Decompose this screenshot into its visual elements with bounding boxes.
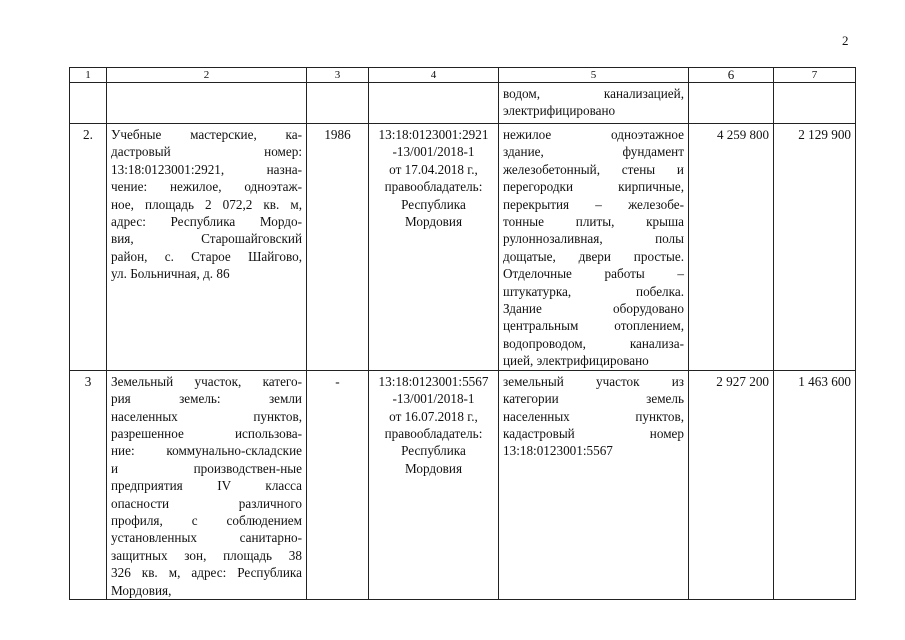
object-name-cell bbox=[107, 370, 307, 599]
table-cell bbox=[689, 83, 774, 124]
table-cell bbox=[107, 83, 307, 124]
description-line: земельный участок из bbox=[503, 373, 684, 389]
residual-value-cell: 1 463 600 bbox=[774, 370, 856, 599]
name-line: ние: коммунально-складские bbox=[111, 443, 302, 459]
description-line: центральным отоплением, bbox=[503, 318, 684, 334]
registry-cell bbox=[369, 370, 499, 599]
registry-line: 13:18:0123001:5567 bbox=[378, 373, 489, 389]
registry-line: правообладатель: bbox=[384, 179, 483, 195]
table-cell bbox=[307, 83, 369, 124]
continuation-row bbox=[70, 83, 856, 124]
description-line: населенных пунктов, bbox=[503, 408, 684, 424]
registry-line: Республика bbox=[401, 443, 466, 459]
object-name-cell bbox=[107, 124, 307, 371]
registry-line: Мордовия bbox=[404, 460, 463, 476]
year-cell: - bbox=[307, 370, 369, 599]
description-line: дощатые, двери простые. bbox=[503, 248, 684, 264]
property-table bbox=[69, 67, 856, 600]
table-row bbox=[70, 370, 856, 599]
name-line: вия, Старошайговский bbox=[111, 231, 302, 247]
name-line: 326 кв. м, адрес: Республика bbox=[111, 565, 302, 581]
name-line: и производствен-ные bbox=[111, 460, 302, 476]
description-line: электрифицировано bbox=[503, 103, 616, 119]
description-line: цией, электрифицировано bbox=[503, 353, 649, 369]
name-line: опасности различного bbox=[111, 495, 302, 511]
name-line: профиля, с соблюдением bbox=[111, 512, 302, 528]
name-line: разрешенное использова- bbox=[111, 425, 302, 441]
header-cell: 4 bbox=[369, 68, 499, 83]
name-line: Учебные мастерские, ка- bbox=[111, 127, 302, 142]
name-line: адрес: Республика Мордо- bbox=[111, 214, 302, 230]
table-cell bbox=[774, 83, 856, 124]
registry-line: от 16.07.2018 г., bbox=[389, 408, 478, 424]
table-row bbox=[70, 124, 856, 371]
registry-line: Мордовия bbox=[404, 214, 463, 230]
name-line: дастровый номер: bbox=[111, 144, 302, 160]
page-number: 2 bbox=[842, 33, 849, 48]
name-line: защитных зон, площадь 38 bbox=[111, 547, 302, 563]
description-line: категории земель bbox=[503, 391, 684, 407]
registry-line: -13/001/2018-1 bbox=[392, 144, 475, 160]
name-line: предприятия IV класса bbox=[111, 478, 302, 494]
description-line: 13:18:0123001:5567 bbox=[503, 443, 613, 459]
registry-line: -13/001/2018-1 bbox=[392, 391, 475, 407]
name-line: населенных пунктов, bbox=[111, 408, 302, 424]
row-number: 3 bbox=[70, 370, 107, 599]
name-line: установленных санитарно- bbox=[111, 530, 302, 546]
name-line: рия земель: земли bbox=[111, 391, 302, 407]
description-line: водопроводом, канализа- bbox=[503, 335, 684, 351]
name-line: район, с. Старое Шайгово, bbox=[111, 248, 302, 264]
description-line: водом, канализацией, bbox=[503, 86, 684, 101]
registry-line: Республика bbox=[401, 196, 466, 212]
registry-cell bbox=[369, 124, 499, 371]
name-line: чение: нежилое, одноэтаж- bbox=[111, 179, 302, 195]
description-cell bbox=[499, 124, 689, 371]
header-cell: 2 bbox=[107, 68, 307, 83]
description-line: перекрытия – железобе- bbox=[503, 196, 684, 212]
name-line: Земельный участок, катего- bbox=[111, 373, 302, 389]
description-line: перегородки кирпичные, bbox=[503, 179, 684, 195]
header-cell: 5 bbox=[499, 68, 689, 83]
table-cell bbox=[70, 83, 107, 124]
name-line: Мордовия, bbox=[111, 582, 172, 598]
header-cell: 6 bbox=[689, 68, 774, 83]
table-cell bbox=[369, 83, 499, 124]
description-line: Здание оборудовано bbox=[503, 301, 684, 317]
header-cell: 1 bbox=[70, 68, 107, 83]
description-line: здание, фундамент bbox=[503, 144, 684, 160]
name-line: 13:18:0123001:2921, назна- bbox=[111, 161, 302, 177]
year-cell: 1986 bbox=[307, 124, 369, 371]
description-line: рулоннозаливная, полы bbox=[503, 231, 684, 247]
registry-line: 13:18:0123001:2921 bbox=[378, 127, 489, 142]
description-line: Отделочные работы – bbox=[503, 266, 684, 282]
description-line: нежилое одноэтажное bbox=[503, 127, 684, 142]
description-line: штукатурка, побелка. bbox=[503, 283, 684, 299]
header-row bbox=[70, 68, 856, 83]
registry-line: правообладатель: bbox=[384, 425, 483, 441]
name-line: ул. Больничная, д. 86 bbox=[111, 266, 230, 282]
description-line: тонные плиты, крыша bbox=[503, 214, 684, 230]
header-cell: 7 bbox=[774, 68, 856, 83]
name-line: ное, площадь 2 072,2 кв. м, bbox=[111, 196, 302, 212]
description-cell bbox=[499, 83, 689, 124]
row-number: 2. bbox=[70, 124, 107, 371]
header-cell: 3 bbox=[307, 68, 369, 83]
residual-value-cell: 2 129 900 bbox=[774, 124, 856, 371]
registry-line: от 17.04.2018 г., bbox=[389, 161, 478, 177]
cadastral-value-cell: 4 259 800 bbox=[689, 124, 774, 371]
cadastral-value-cell: 2 927 200 bbox=[689, 370, 774, 599]
description-line: железобетонный, стены и bbox=[503, 161, 684, 177]
description-line: кадастровый номер bbox=[503, 425, 684, 441]
description-cell bbox=[499, 370, 689, 599]
